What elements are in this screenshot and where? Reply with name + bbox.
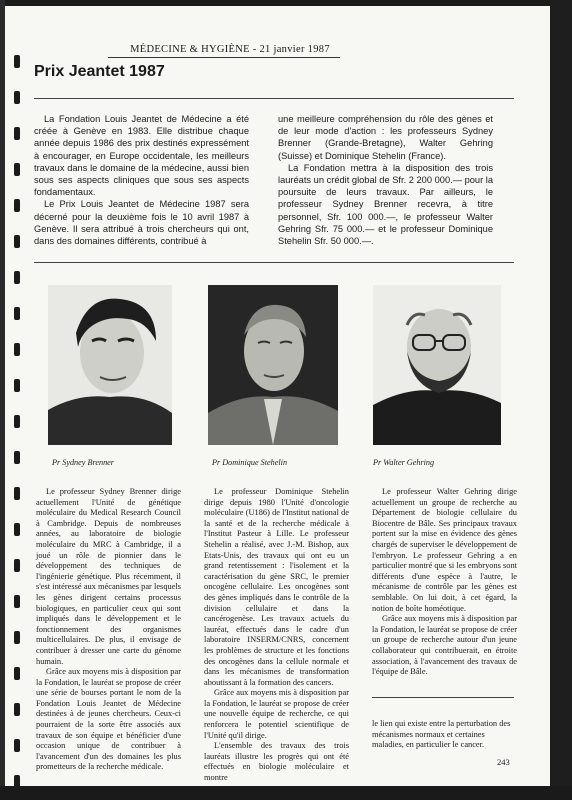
body-paragraph: Grâce aux moyens mis à disposition par la Fondation, le lauréat se propose de créer une série de bourses portant le nom de la Fondation Louis Jeantet de Médecine destinées à de jeunes chercheurs. Ceux-ci pourraient de la sorte être associés aux travaux de son équipe et bénéficier d'une occasion unique de contribuer à l'avancement d'un des domaines les plus prometteurs de la recherche médicale.	[36, 667, 181, 772]
binder-hole	[14, 739, 20, 752]
binder-hole	[14, 235, 20, 248]
binder-hole	[14, 703, 20, 716]
body-column-3-continuation: le lien qui existe entre la perturbation des mécanismes normaux et certaines maladies, en particulier le cancer.	[372, 719, 511, 750]
body-paragraph: Le professeur Sydney Brenner dirige actuellement l'Unité de génétique moléculaire du Medical Research Council à Cambridge. Depuis de nombreuses années, au laboratoire de biologie moléculaire du MRC à Cambridge, il a joué un rôle de pionnier dans le développement des techniques de l'ingénierie génétique. Plus récemment, il s'est intéressé aux mécanismes par lesquels les gènes dirigent certains processus biologiques, en particulier ceux qui sont impliqués dans le développement et le fonctionnement des organismes multicellulaires. De plus, il envisage de contribuer à dresser une carte du génome humain.	[36, 487, 181, 666]
scan-border-left	[0, 0, 5, 800]
binder-hole	[14, 127, 20, 140]
intro-column-left	[34, 113, 249, 247]
binder-hole	[14, 163, 20, 176]
binder-hole	[14, 775, 20, 788]
running-head-rule	[108, 57, 340, 58]
binder-hole	[14, 667, 20, 680]
body-paragraph: Le professeur Dominique Stehelin dirige depuis 1980 l'Unité d'oncologie moléculaire (U186) de l'Institut national de la santé et de la recherche médicale à l'Institut Pasteur à Lille. Le professeur Stehelin a réalisé, avec J.-M. Bishop, aux Etats-Unis, des travaux qui ont eu un grand retentissement : l'isolement et la caractérisation du gène SRC, le premier oncogène cellulaire. Les oncogènes sont des gènes impliqués dans le contrôle de la division cellulaire et dans la cancérogenèse. Les travaux actuels du lauréat, effectués dans le cadre d'un laboratoire INSERM/CNRS, concernent les problèmes de structure et les fonctions des oncogènes dans la cellule normale et dans les mécanismes de transformation aboutissant à la formation des cancers.	[204, 487, 349, 687]
body-column-3	[372, 487, 517, 678]
intro-paragraph: Le Prix Louis Jeantet de Médecine 1987 sera décerné pour la deuxième fois le 10 avril 1987 à Genève. Il sera attribué à trois chercheurs qui ont, dans des domaines différents, contribué à	[34, 199, 249, 247]
portrait-brenner-graphic	[48, 285, 172, 445]
binder-hole	[14, 307, 20, 320]
intro-column-right	[278, 113, 493, 247]
portrait-stehelin-graphic	[208, 285, 338, 445]
body-paragraph: Le professeur Walter Gehring dirige actuellement un groupe de recherche au Département de biologie cellulaire du Biocentre de Bâle. Ses principaux travaux portent sur la mise en évidence des gènes chargés de superviser le développement de l'embryon. Le professeur Gehring a en particulier montré que si les embryons sont différents d'une espèce à l'autre, le mécanisme de contrôle par les gènes est semblable. On lui doit, à cet égard, la notion de boîte homéotique.	[372, 487, 517, 613]
photo-caption: Pr Dominique Stehelin	[212, 458, 288, 467]
scan-border-top	[0, 0, 572, 6]
body-paragraph: Grâce aux moyens mis à disposition par la Fondation, le lauréat se propose de créer une nouvelle équipe de recherche, ce qui renforcera le potentiel scientifique de l'Unité qu'il dirige.	[204, 688, 349, 740]
portrait-photo-stehelin	[208, 285, 338, 445]
intro-paragraph: La Fondation Louis Jeantet de Médecine a été créée à Genève en 1983. Elle distribue chaque année depuis 1986 des prix destinés expressément à encourager, en Europe occidentale, les meilleurs travaux dans le domaine de la médecine, aussi bien sous ses aspects cliniques que sous ses aspects fondamentaux.	[34, 114, 249, 198]
portrait-photo-brenner	[48, 285, 172, 445]
photo-caption: Pr Walter Gehring	[373, 458, 435, 467]
binder-hole	[14, 487, 20, 500]
page-number: 243	[497, 757, 510, 767]
photo-caption: Pr Sydney Brenner	[52, 458, 114, 467]
binder-hole	[14, 415, 20, 428]
binder-hole	[14, 595, 20, 608]
title-rule	[34, 98, 514, 99]
binder-hole	[14, 631, 20, 644]
binder-hole	[14, 55, 20, 68]
running-head: MÉDECINE & HYGIÈNE - 21 janvier 1987	[130, 44, 330, 55]
binder-hole	[14, 451, 20, 464]
portrait-photo-gehring	[373, 285, 501, 445]
binder-hole	[14, 199, 20, 212]
article-title: Prix Jeantet 1987	[34, 63, 165, 80]
binder-hole	[14, 523, 20, 536]
binder-hole	[14, 379, 20, 392]
scan-border-bottom	[0, 786, 572, 800]
scan-border-right	[550, 0, 572, 800]
body-paragraph: L'ensemble des travaux des trois lauréats illustre les progrès qui ont été effectués en biologie moléculaire et montre	[204, 741, 349, 783]
intro-paragraph: une meilleure compréhension du rôle des gènes et de leur mode d'action : les professeurs Sydney Brenner (Grande-Bretagne), Walter Gehring (Suisse) et Dominique Stehelin (France).	[278, 114, 493, 161]
binder-holes	[14, 55, 22, 795]
intro-rule	[34, 262, 514, 263]
intro-paragraph: La Fondation mettra à la disposition des trois lauréats un crédit global de Sfr. 2 200 000.— pour la poursuite de leurs travaux. Par ailleurs, le professeur Sydney Brenner recevra, à titre personnel, Sfr. 100 000.—, le professeur Walter Gehring Sfr. 75 000.— et le professeur Dominique Stehelin Sfr. 50 000.—.	[278, 162, 493, 247]
body-column-1	[36, 487, 181, 773]
column-rule	[372, 697, 514, 698]
binder-hole	[14, 343, 20, 356]
portrait-gehring-graphic	[373, 285, 501, 445]
binder-hole	[14, 271, 20, 284]
binder-hole	[14, 91, 20, 104]
body-column-2	[204, 487, 349, 784]
body-paragraph: Grâce aux moyens mis à disposition par la Fondation, le lauréat se propose de créer un groupe de recherche autour d'un jeune collaborateur qui contribuerait, en étroite association, à l'avancement des travaux de l'équipe de Bâle.	[372, 614, 517, 677]
binder-hole	[14, 559, 20, 572]
